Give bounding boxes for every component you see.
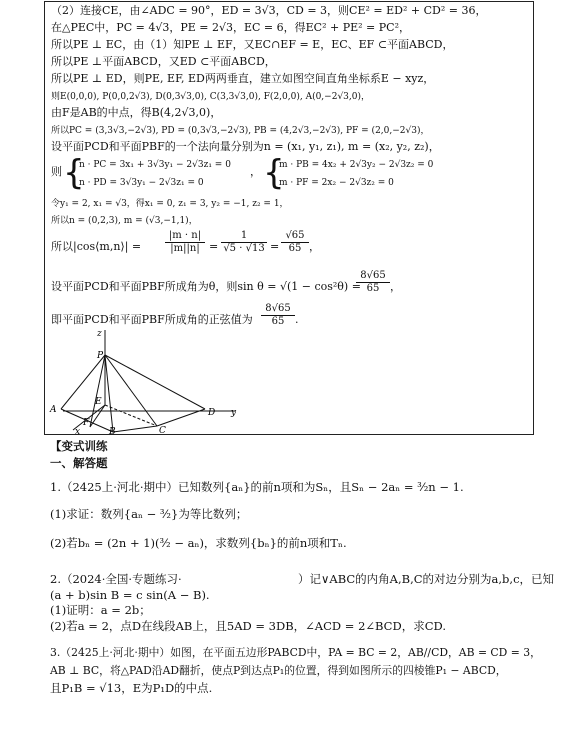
label-x: x xyxy=(75,427,81,435)
frac1-denominator: |m||n| xyxy=(165,242,205,254)
eq-sign-2: = xyxy=(270,240,280,253)
label-y: y xyxy=(231,408,237,418)
label-P: P xyxy=(97,351,104,361)
problem-2-text: ）记∨ABC的内角A,B,C的对边分别为a,b,c，已知 xyxy=(298,572,555,586)
frac2-numerator: 1 xyxy=(240,230,248,241)
equation-n-pc: n · PC = 3x₁ + 3√3y₁ − 2√3z₁ = 0 xyxy=(79,160,231,170)
frac-conclusion xyxy=(261,303,295,327)
cos-prefix: 所以|cos⟨m,n⟩| = xyxy=(51,240,142,253)
solution-line-12: 令y₁ = 2, x₁ = √3，得x₁ = 0, z₁ = 3, y₂ = −1, z₂ = 1， xyxy=(51,199,289,209)
frac-sin-denominator: 65 xyxy=(356,282,390,294)
frac-sin xyxy=(356,270,390,294)
problem-3-line-2: AB ⊥ BC，将△PAD沿AD翻折，使点P到达点P₁的位置，得到如图所示的四棱锥P₁ − ABCD， xyxy=(50,664,507,677)
solution-line-5: 所以PE ⊥ ED，则PE, EF, ED两两垂直，建立如图空间直角坐标系E − xyz， xyxy=(51,72,435,85)
label-E: E xyxy=(95,397,102,407)
problem-2-part-2: (2)若a = 2，点D在线段AB上，且5AD = 3DB，∠ACD = 2∠BCD，求CD. xyxy=(50,619,446,633)
solution-line-3: 所以PE ⊥ EC，由（1）知PE ⊥ EF，又EC∩EF = E，EC、EF ⊂平面ABCD， xyxy=(51,38,454,51)
solution-line-2: 在△PEC中，PC = 4√3，PE = 2√3，EC = 6，得EC² + PE² = PC²， xyxy=(51,21,410,34)
frac2 xyxy=(221,230,267,254)
frac-conclusion-numerator: 8√65 xyxy=(265,303,291,314)
problem-3-line-1: 3.（2425上·河北·期中）如图，在平面五边形PABCD中，PA = BC = 2，AB//CD，AB = CD = 3， xyxy=(50,646,541,659)
solution-line-8: 所以PC = (3,3√3,−2√3), PD = (0,3√3,−2√3), PB = (4,2√3,−2√3), PF = (2,0,−2√3)， xyxy=(51,126,430,136)
variant-title: 【变式训练 xyxy=(50,439,108,453)
pyramid-figure xyxy=(45,320,245,435)
problem-2-condition: (a + b)sin B = c sin(A − B). xyxy=(50,588,210,602)
problem-1: 1.（2425上·河北·期中）已知数列{aₙ}的前n项和为Sₙ，且Sₙ − 2aₙ = ³⁄₂n − 1. xyxy=(50,480,464,494)
solution-line-1: （2）连接CE，由∠ADC = 90°，ED = 3√3，CD = 3，则CE² = ED² + CD² = 36， xyxy=(51,4,487,17)
edge-CD xyxy=(157,409,205,426)
label-D: D xyxy=(208,408,216,418)
problem-3-line-3: 且P₁B = √13，E为P₁D的中点. xyxy=(50,681,213,695)
eq-sign-1: = xyxy=(209,240,219,253)
label-F: F xyxy=(83,418,90,428)
problem-2-prefix: 2.（2024·全国·专题练习· xyxy=(50,572,182,586)
sin-comma: ， xyxy=(390,280,401,293)
solution-box xyxy=(44,1,534,435)
frac-conclusion-denominator: 65 xyxy=(261,315,295,327)
solution-line-4: 所以PE ⊥平面ABCD，又ED ⊂平面ABCD， xyxy=(51,55,276,68)
frac3-denominator: 65 xyxy=(281,242,309,254)
label-B: B xyxy=(109,427,116,435)
edge-PB xyxy=(105,355,113,432)
cos-comma: ， xyxy=(309,240,320,253)
label-z: z xyxy=(97,329,102,339)
frac2-denominator: √5 · √13 xyxy=(221,242,267,254)
equation-m-pb: m · PB = 4x₂ + 2√3y₂ − 2√3z₂ = 0 xyxy=(279,160,434,170)
problem-1-part-1: (1)求证：数列{aₙ − ³⁄₂}为等比数列； xyxy=(50,507,248,521)
edge-BC xyxy=(113,426,157,432)
label-A: A xyxy=(50,405,57,415)
edge-PD xyxy=(105,355,205,409)
conclusion-line: 即平面PCD和平面PBF所成角的正弦值为 xyxy=(51,313,253,326)
frac3 xyxy=(281,230,309,254)
solution-line-13: 所以n = (0,2,3), m = (√3,−1,1)， xyxy=(51,216,198,226)
conclusion-period: . xyxy=(295,313,299,326)
section-heading: 一、解答题 xyxy=(50,456,108,470)
left-brace-2: { xyxy=(263,153,285,193)
system-prefix: 则 xyxy=(51,165,62,178)
frac1 xyxy=(165,230,205,254)
left-brace-1: { xyxy=(63,153,85,193)
problem-1-part-2: (2)若bₙ = (2n + 1)(³⁄₂ − aₙ)，求数列{bₙ}的前n项和Tₙ. xyxy=(50,536,347,550)
label-C: C xyxy=(159,426,166,435)
solution-line-7: 由F是AB的中点，得B(4,2√3,0)， xyxy=(51,106,222,119)
equation-n-pd: n · PD = 3√3y₁ − 2√3z₁ = 0 xyxy=(79,178,204,188)
frac3-numerator: √65 xyxy=(285,230,305,241)
frac1-numerator: |m · n| xyxy=(168,230,202,241)
frac-sin-numerator: 8√65 xyxy=(360,270,386,281)
system-comma: ， xyxy=(250,165,261,178)
sin-line: 设平面PCD和平面PBF所成角为θ，则sin θ = √(1 − cos²θ) = xyxy=(51,280,361,293)
solution-line-9: 设平面PCD和平面PBF的一个法向量分别为n = (x₁, y₁, z₁), m = (x₂, y₂, z₂)， xyxy=(51,140,440,153)
equation-m-pf: m · PF = 2x₂ − 2√3z₂ = 0 xyxy=(279,178,394,188)
problem-2-part-1: (1)证明：a = 2b； xyxy=(50,603,151,617)
solution-line-6: 则E(0,0,0), P(0,0,2√3), D(0,3√3,0), C(3,3√3,0), F(2,0,0), A(0,−2√3,0)， xyxy=(51,92,370,102)
